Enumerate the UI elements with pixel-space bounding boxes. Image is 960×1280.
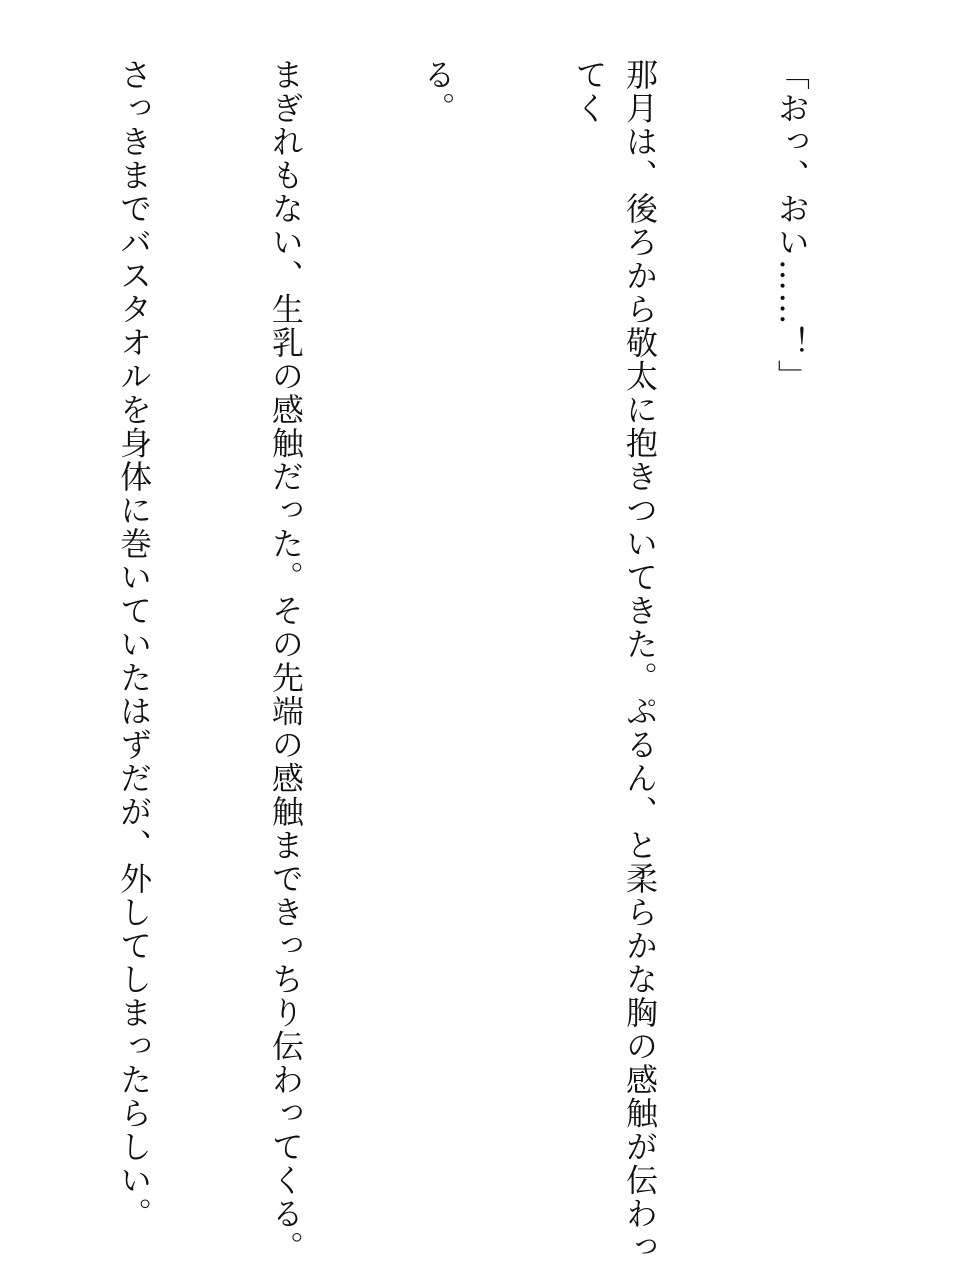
text-line: 那月は、後ろから敬太に抱きついてきた。ぷるん、と柔らかな胸の感触が伝わってく: [570, 58, 660, 1264]
text-line: さっきまでバスタオルを身体に巻いていたはずだが、外してしまったらしい。: [115, 58, 154, 1231]
text-line: 「おっ、おい……！」: [772, 58, 811, 393]
text-line: [0, 58, 7, 1268]
text-line: まぎれもない、生乳の感触だった。その先端の感触まできっちり伝わってくる。: [266, 58, 305, 1264]
vertical-text-body: [38, 58, 918, 1268]
text-line: る。: [418, 58, 457, 125]
